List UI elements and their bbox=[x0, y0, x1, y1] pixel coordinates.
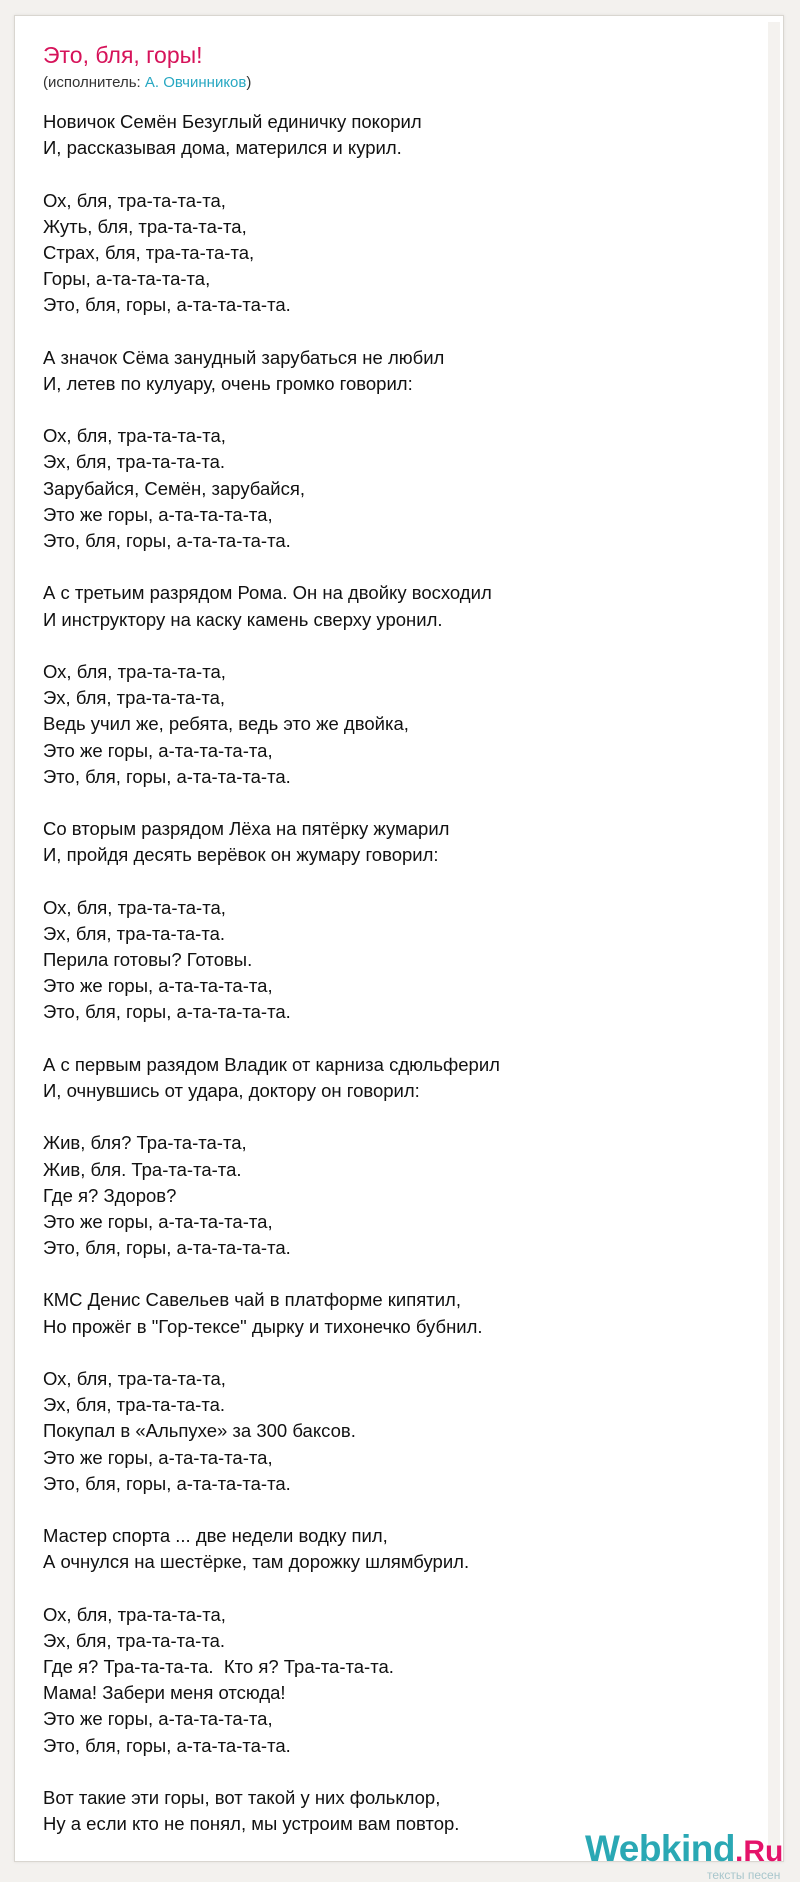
blank-line bbox=[43, 868, 500, 894]
scrollbar-track[interactable] bbox=[768, 22, 780, 1855]
lyric-line: Это же горы, а-та-та-та-та, bbox=[43, 1210, 273, 1232]
lyric-line: Это, бля, горы, а-та-та-та-та. bbox=[43, 1734, 291, 1756]
blank-line bbox=[43, 319, 500, 345]
lyric-line: Это же горы, а-та-та-та-та, bbox=[43, 975, 273, 997]
lyric-line: Это, бля, горы, а-та-та-та-та. bbox=[43, 294, 291, 316]
lyric-line: Это же горы, а-та-та-та-та, bbox=[43, 503, 273, 525]
lyric-line: Эх, бля, тра-та-та-та. bbox=[43, 1629, 226, 1651]
lyric-line: И, летев по кулуару, очень громко говорил: bbox=[43, 372, 413, 394]
lyric-line: Новичок Семён Безуглый единичку покорил bbox=[43, 111, 422, 132]
lyric-line: Мастер спорта ... две недели водку пил, bbox=[43, 1525, 388, 1547]
lyric-line: Это, бля, горы, а-та-та-та-та. bbox=[43, 765, 291, 787]
lyric-line: Ох, бля, тра-та-та-та, bbox=[43, 1603, 226, 1625]
lyric-line: Где я? Здоров? bbox=[43, 1184, 177, 1206]
blank-line bbox=[43, 161, 500, 187]
artist-prefix: (исполнитель: bbox=[43, 74, 145, 91]
logo-subtitle: тексты песен bbox=[706, 1868, 781, 1882]
lyric-line: Это же горы, а-та-та-та-та, bbox=[43, 739, 273, 761]
lyric-line: Эх, бля, тра-та-та-та. bbox=[43, 451, 226, 473]
blank-line bbox=[43, 1340, 500, 1366]
lyric-line: КМС Денис Савельев чай в платформе кипятил, bbox=[43, 1289, 461, 1311]
lyric-line: Вот такие эти горы, вот такой у них фольклор, bbox=[43, 1787, 441, 1808]
song-title: Это, бля, горы! bbox=[43, 42, 203, 68]
lyric-line: Покупал в «Альпухе» за 300 баксов. bbox=[43, 1420, 356, 1442]
lyric-line: Мама! Забери меня отсюда! bbox=[43, 1682, 286, 1704]
blank-line bbox=[43, 790, 500, 816]
lyric-line: Где я? Тра-та-та-та. Кто я? Тра-та-та-та. bbox=[43, 1656, 394, 1678]
webkind-logo[interactable] bbox=[585, 1828, 784, 1882]
lyric-line: И инструктору на каску камень сверху уронил. bbox=[43, 608, 443, 630]
lyric-line: Жив, бля? Тра-та-та-та, bbox=[43, 1132, 247, 1154]
lyric-line: Жив, бля. Тра-та-та-та. bbox=[43, 1158, 242, 1180]
lyric-line: И, пройдя десять верёвок он жумару говорил: bbox=[43, 844, 439, 866]
blank-line bbox=[43, 554, 500, 580]
lyric-line: Эх, бля, тра-та-та-та. bbox=[43, 1394, 226, 1416]
lyrics-text bbox=[43, 109, 500, 1837]
lyric-line: А значок Сёма занудный зарубаться не любил bbox=[43, 346, 445, 368]
blank-line bbox=[43, 1759, 500, 1785]
lyric-line: Это, бля, горы, а-та-та-та-та. bbox=[43, 1001, 291, 1023]
blank-line bbox=[43, 1497, 500, 1523]
artist-suffix: ) bbox=[246, 74, 252, 91]
lyric-line: А с третьим разрядом Рома. Он на двойку восходил bbox=[43, 582, 492, 604]
blank-line bbox=[43, 1104, 500, 1130]
lyric-line: Ведь учил же, ребята, ведь это же двойка, bbox=[43, 713, 409, 735]
lyric-line: Это же горы, а-та-та-та-та, bbox=[43, 1446, 273, 1468]
artist-link[interactable]: А. Овчинников bbox=[144, 74, 247, 91]
lyric-line: Со вторым разрядом Лёха на пятёрку жумарил bbox=[43, 818, 450, 840]
lyric-line: И, очнувшись от удара, доктору он говорил: bbox=[43, 1079, 420, 1101]
blank-line bbox=[43, 1026, 500, 1052]
logo-tld-text: .Ru bbox=[735, 1835, 784, 1868]
blank-line bbox=[43, 633, 500, 659]
lyric-line: Жуть, бля, тра-та-та-та, bbox=[43, 215, 247, 237]
lyric-line: А очнулся на шестёрке, там дорожку шлямбурил. bbox=[43, 1551, 470, 1573]
lyric-line: Но прожёг в "Гор-тексе" дырку и тихонечко бубнил. bbox=[43, 1315, 483, 1337]
lyric-line: Зарубайся, Семён, зарубайся, bbox=[43, 477, 306, 499]
lyric-line: Ох, бля, тра-та-та-та, bbox=[43, 425, 226, 447]
blank-line bbox=[43, 1576, 500, 1602]
lyric-line: Это, бля, горы, а-та-та-та-та. bbox=[43, 1237, 291, 1259]
artist-line bbox=[43, 74, 251, 91]
lyric-line: Ох, бля, тра-та-та-та, bbox=[43, 189, 226, 211]
lyric-line: Это, бля, горы, а-та-та-та-та. bbox=[43, 1472, 291, 1494]
lyric-line: Ох, бля, тра-та-та-та, bbox=[43, 1368, 226, 1389]
lyric-line: Перила готовы? Готовы. bbox=[43, 949, 253, 970]
lyric-line: Ох, бля, тра-та-та-та, bbox=[43, 660, 226, 682]
lyric-line: И, рассказывая дома, матерился и курил. bbox=[43, 137, 402, 159]
lyric-line: Эх, бля, тра-та-та-та, bbox=[43, 687, 226, 709]
lyric-line: Ох, бля, тра-та-та-та, bbox=[43, 896, 226, 918]
blank-line bbox=[43, 1261, 500, 1287]
lyric-line: Страх, бля, тра-та-та-та, bbox=[43, 241, 255, 263]
lyric-line: Горы, а-та-та-та-та, bbox=[43, 268, 211, 290]
logo-main-text: Webkind bbox=[585, 1828, 735, 1869]
lyric-line: А с первым разядом Владик от карниза сдюльферил bbox=[43, 1053, 500, 1075]
lyrics-page bbox=[14, 15, 784, 1882]
lyric-line: Это же горы, а-та-та-та-та, bbox=[43, 1708, 273, 1730]
lyric-line: Ну а если кто не понял, мы устроим вам повтор. bbox=[43, 1813, 460, 1835]
lyric-line: Эх, бля, тра-та-та-та. bbox=[43, 922, 226, 944]
blank-line bbox=[43, 397, 500, 423]
lyric-line: Это, бля, горы, а-та-та-та-та. bbox=[43, 530, 291, 551]
